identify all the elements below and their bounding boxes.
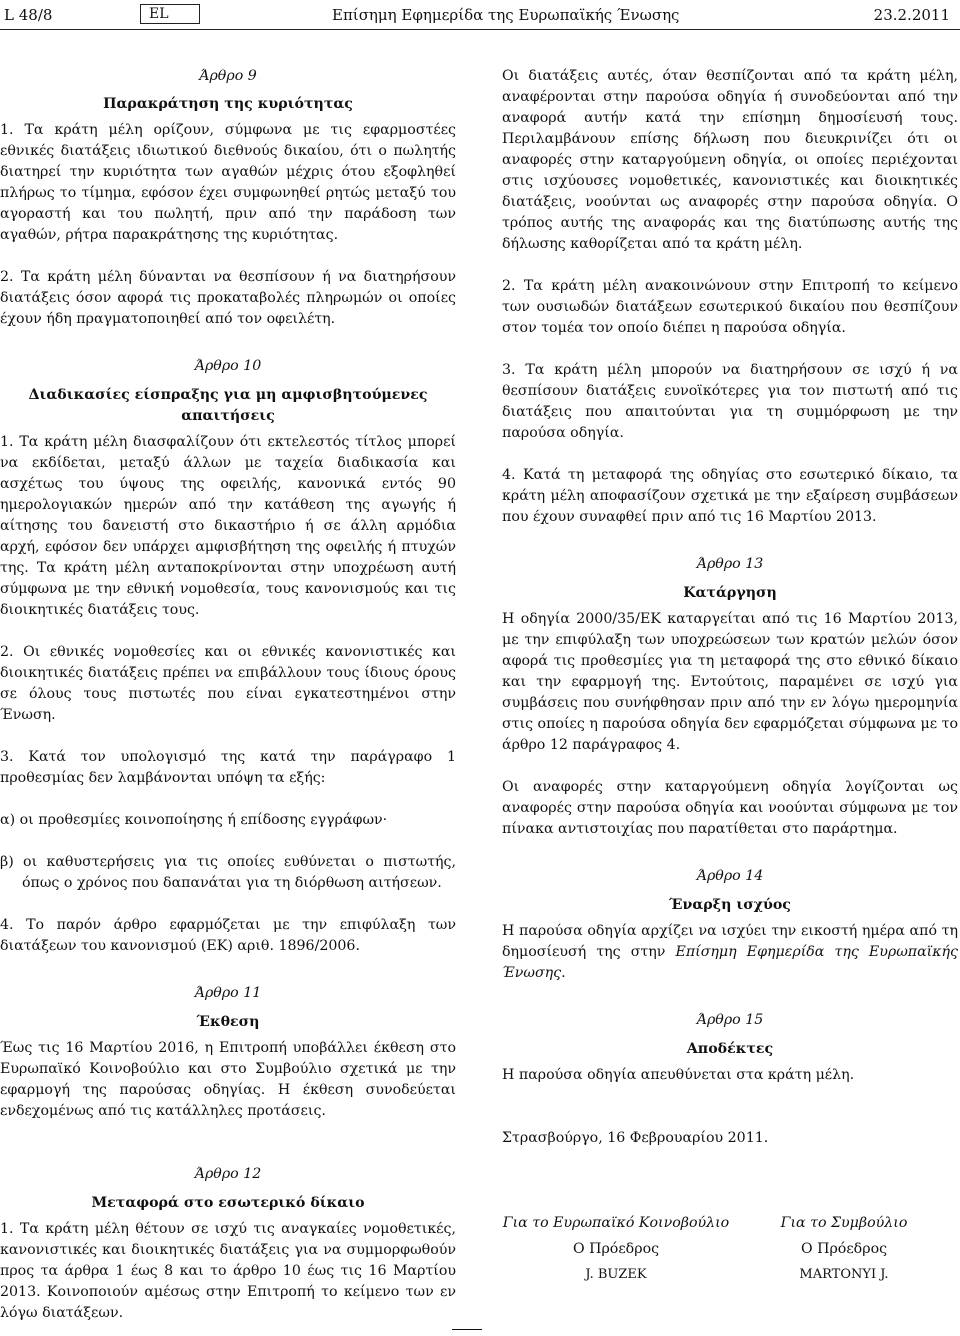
signature-parliament — [502, 1210, 730, 1288]
bottom-rule — [452, 1329, 482, 1330]
article-10-paragraph-1: 1. Τα κράτη μέλη διασφαλίζουν ότι εκτελεστός τίτλος μπορεί να εκδίδεται, μεταξύ άλλων με ταχεία διαδικασία και ασχέτως του ύψους της οφειλής, κανονικά εντός 90 ημερολογιακών ημερών από την κατάθεση της αγωγής ή αίτησης του δανειστή στο δικαστήριο ή σε άλλη αρμόδια αρχή, εφόσον δεν υπάρχει αμφισβήτηση της οφειλής ή πτυχών της. Τα κράτη μέλη ανταποκρίνονται στην υποχρέωση αυτή σύμφωνα με την εθνική νομοθεσία, τους κανονισμούς και τις διοικητικές διατάξεις τους. — [0, 434, 456, 618]
signature-council — [730, 1210, 958, 1288]
article-12-paragraph-4: 4. Κατά τη μεταφορά της οδηγίας στο εσωτερικό δίκαιο, τα κράτη μέλη αποφασίζουν σχετικά με την εξαίρεση συμβάσεων που έχουν συναφθεί πριν από τις 16 Μαρτίου 2013. — [502, 467, 958, 525]
article-9-paragraph-1: 1. Τα κράτη μέλη ορίζουν, σύμφωνα με τις εφαρμοστέες εθνικές διατάξεις ιδιωτικού διεθνούς δικαίου, ότι ο πωλητής διατηρεί την κυριότητα των αγαθών μέχρις ότου εξοφληθεί πλήρως το τίμημα, εφόσον έχει συμφωνηθεί ρητώς μεταξύ του αγοραστή και του πωλητή, πριν από την παράδοση των αγαθών, ρήτρα παρακράτησης της κυριότητας. — [0, 122, 456, 243]
article-9-number: Άρθρο 9 — [199, 68, 257, 84]
article-15-title: Αποδέκτες — [686, 1041, 774, 1057]
signature-institution: Για το Συμβούλιο — [780, 1215, 908, 1231]
article-14-text-start: Η παρούσα οδηγία αρχίζει να ισχύει την εικοστή ημέρα από τη δημοσίευσή της στην — [502, 923, 958, 960]
article-14-text-end: . — [561, 965, 566, 981]
article-10-paragraph-4: 4. Το παρόν άρθρο εφαρμόζεται με την επιφύλαξη των διατάξεων του κανονισμού (ΕΚ) αριθ. 1896/2006. — [0, 917, 456, 954]
article-12-paragraph-3: 3. Τα κράτη μέλη μπορούν να διατηρήσουν σε ισχύ ή να θεσπίσουν διατάξεις ευνοϊκότερες για τον πιστωτή από τις διατάξεις που απαιτούνται για τη συμμόρφωση με την παρούσα οδηγία. — [502, 362, 958, 441]
article-14-number: Άρθρο 14 — [696, 868, 764, 884]
right-column — [502, 66, 958, 1086]
header-rule — [0, 29, 960, 30]
signature-name: MARTONYI J. — [799, 1267, 889, 1282]
issue-date: 23.2.2011 — [873, 6, 950, 24]
article-12-paragraph-1: 1. Τα κράτη μέλη θέτουν σε ισχύ τις αναγκαίες νομοθετικές, κανονιστικές και διοικητικές διατάξεις για να συμμορφωθούν προς τα άρθρα 1 έως 8 και το άρθρο 10 έως τις 16 Μαρτίου 2013. Κοινοποιούν αμέσως στην Επιτροπή το κείμενο των εν λόγω διατάξεων. — [0, 1221, 456, 1321]
page-header — [4, 6, 956, 30]
article-12-paragraph-1-continued: Οι διατάξεις αυτές, όταν θεσπίζονται από τα κράτη μέλη, αναφέρονται στην παρούσα οδηγία ή συνοδεύονται από την αναφορά αυτήν κατά την επίσημη δημοσίευσή τους. Περιλαμβάνουν επίσης δήλωση που διευκρινίζει ότι οι αναφορές στην καταργούμενη οδηγία, οι οποίες περιέχονται στις ισχύουσες νομοθετικές, κανονιστικές και διοικητικές διατάξεις, νοούνται ως αναφορές στην παρούσα οδηγία. Ο τρόπος αυτής της αναφοράς και της διατύπωσης αυτής της δήλωσης καθορίζεται από τα κράτη μέλη. — [502, 68, 958, 252]
journal-title: Επίσημη Εφημερίδα της Ευρωπαϊκής Ένωσης — [332, 6, 680, 24]
signature-role: Ο Πρόεδρος — [572, 1241, 660, 1257]
article-12-number: Άρθρο 12 — [194, 1166, 262, 1182]
signature-role: Ο Πρόεδρος — [800, 1241, 888, 1257]
article-9-title: Παρακράτηση της κυριότητας — [103, 96, 353, 112]
article-14-paragraph-1 — [502, 921, 958, 984]
article-13-paragraph-2: Οι αναφορές στην καταργούμενη οδηγία λογίζονται ως αναφορές στην παρούσα οδηγία και νοούνται σύμφωνα με τον πίνακα αντιστοιχίας που παρατίθεται στο παράρτημα. — [502, 779, 958, 837]
left-column — [0, 66, 456, 1324]
article-15-paragraph-1: Η παρούσα οδηγία απευθύνεται στα κράτη μέλη. — [502, 1067, 855, 1083]
article-13-paragraph-1: Η οδηγία 2000/35/ΕΚ καταργείται από τις 16 Μαρτίου 2013, με την επιφύλαξη των υποχρεώσεων των κρατών μελών όσον αφορά τις προθεσμίες για τη μεταφορά της στο εθνικό δίκαιο και την εφαρμογή της. Εντούτοις, παραμένει σε ισχύ για συμβάσεις που συνήφθησαν πριν από την εν λόγω ημερομηνία στις οποίες η παρούσα οδηγία δεν εφαρμόζεται σύμφωνα με το άρθρο 12 παράγραφος 4. — [502, 611, 958, 753]
article-10-item-b: β) οι καθυστερήσεις για τις οποίες ευθύνεται ο πιστωτής, όπως ο χρόνος που δαπανάται για τη διόρθωση αιτήσεων. — [0, 854, 456, 891]
article-12-title: Μεταφορά στο εσωτερικό δίκαιο — [91, 1195, 365, 1211]
language-badge: EL — [140, 4, 200, 24]
article-9-paragraph-2: 2. Τα κράτη μέλη δύνανται να θεσπίσουν ή να διατηρήσουν διατάξεις όσον αφορά τις προκαταβολές πληρωμών οι οποίες έχουν ήδη πραγματοποιηθεί από τον οφειλέτη. — [0, 269, 456, 327]
article-10-item-a: α) οι προθεσμίες κοινοποίησης ή επίδοσης εγγράφων· — [0, 812, 388, 828]
article-13-title: Κατάργηση — [683, 585, 777, 601]
signature-institution: Για το Ευρωπαϊκό Κοινοβούλιο — [502, 1215, 730, 1231]
article-10-title: Διαδικασίες είσπραξης για μη αμφισβητούμενες απαιτήσεις — [28, 387, 428, 424]
article-12-paragraph-2: 2. Τα κράτη μέλη ανακοινώνουν στην Επιτροπή το κείμενο των ουσιωδών διατάξεων εσωτερικού δικαίου που θεσπίζουν στον τομέα τον οποίο διέπει η παρούσα οδηγία. — [502, 278, 958, 336]
article-11-paragraph-1: Έως τις 16 Μαρτίου 2016, η Επιτροπή υποβάλλει έκθεση στο Ευρωπαϊκό Κοινοβούλιο και στο Συμβούλιο σχετικά με την εφαρμογή της παρούσας οδηγίας. Η έκθεση συνοδεύεται ενδεχομένως από τις κατάλληλες προτάσεις. — [0, 1040, 456, 1119]
page-number: L 48/8 — [4, 6, 53, 24]
article-10-paragraph-2: 2. Οι εθνικές νομοθεσίες και οι εθνικές κανονιστικές και διοικητικές διατάξεις πρέπει να επιβάλλουν τους ίδιους όρους σε όλους τους πιστωτές που είναι εγκατεστημένοι στην Ένωση. — [0, 644, 456, 723]
place-and-date: Στρασβούργο, 16 Φεβρουαρίου 2011. — [502, 1130, 769, 1146]
signature-name: J. BUZEK — [585, 1267, 647, 1282]
article-14-title: Έναρξη ισχύος — [669, 897, 791, 913]
official-journal-name: Επίσημη Εφημερίδα της Ευρωπαϊκής Ένωσης — [502, 944, 958, 981]
article-15-number: Άρθρο 15 — [696, 1012, 764, 1028]
article-13-number: Άρθρο 13 — [696, 556, 764, 572]
article-10-paragraph-3: 3. Κατά τον υπολογισμό της κατά την παράγραφο 1 προθεσμίας δεν λαμβάνονται υπόψη τα εξής: — [0, 749, 456, 786]
article-11-number: Άρθρο 11 — [194, 985, 262, 1001]
article-10-number: Άρθρο 10 — [194, 358, 262, 374]
article-11-title: Έκθεση — [196, 1014, 260, 1030]
